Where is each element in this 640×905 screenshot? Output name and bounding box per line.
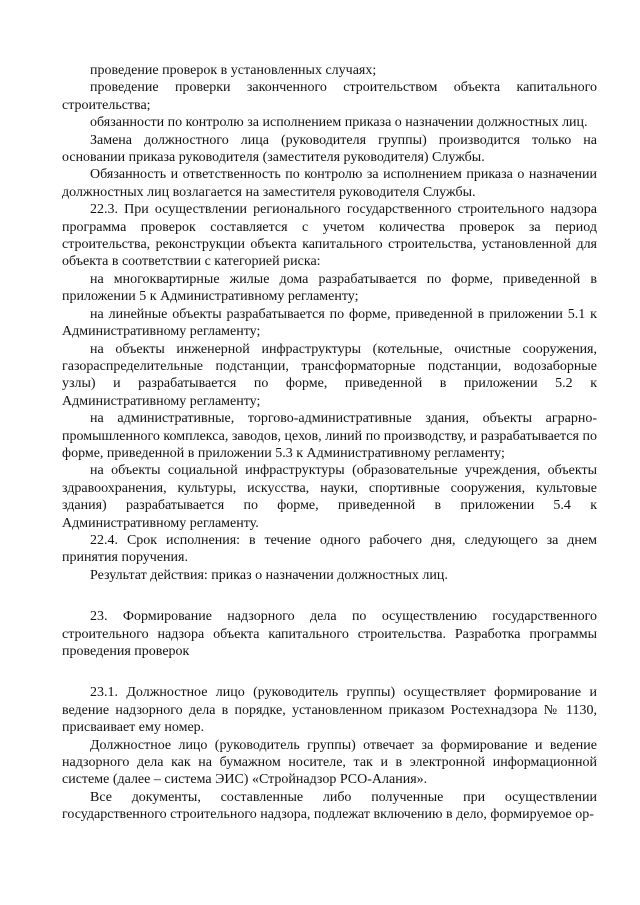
section-23-1: 23.1. Должностное лицо (руководитель группы) осуществляет формирование и ведение надзорного дела в порядке, установленном приказом Ростехнадзора № 1130, присваивает ему номер. (62, 685, 597, 736)
list-item: на административные, торгово-административные здания, объекты аграрно-промышленного комплекса, заводов, цехов, линий по производству, и разрабатывается по форме, приведенной в приложении 5.3 к Административному регламенту; (62, 411, 597, 461)
list-item: на многоквартирные жилые дома разрабатывается по форме, приведенной в приложении 5 к Административному регламенту; (62, 271, 597, 305)
section-22-3: 22.3. При осуществлении регионального государственного строительного надзора программа проверок составляется с учетом количества проверок за период строительства, реконструкции объекта капитального строительства, установленной для объекта в соответствии с категорией риска: (62, 202, 597, 270)
section-heading-23: 23. Формирование надзорного дела по осуществлению государственного строительного надзора объекта капитального строительства. Разработка программы проведения проверок (62, 609, 597, 659)
paragraph: Должностное лицо (руководитель группы) отвечает за формирование и ведение надзорного дела как на бумажном носителе, так и в электронной информационной системе (далее – система ЭИС) «Стройнадзор РСО-Алания». (62, 737, 597, 788)
spacer (62, 660, 597, 684)
paragraph: Все документы, составленные либо полученные при осуществлении государственного строительного надзора, подлежат включению в дело, формируемое ор- (62, 789, 597, 823)
list-item: на объекты инженерной инфраструктуры (котельные, очистные сооружения, газораспределительные подстанции, трансформаторные подстанции, водозаборные узлы) и разрабатывается по форме, приведенной в приложении 5.2 к Административному регламенту; (62, 341, 597, 409)
result-paragraph: Результат действия: приказ о назначении должностных лиц. (90, 567, 448, 583)
list-item: на объекты социальной инфраструктуры (образовательные учреждения, объекты здравоохранения, культуры, искусства, науки, спортивные сооружения, культовые здания) разрабатывается по форме, приведенной в приложении 5.4 к Административному регламенту. (62, 463, 597, 531)
list-item: на линейные объекты разрабатывается по форме, приведенной в приложении 5.1 к Административному регламенту; (62, 306, 597, 340)
section-22-4: 22.4. Срок исполнения: в течение одного рабочего дня, следующего за днем принятия поручения. (62, 532, 597, 566)
paragraph: проведение проверки законченного строительством объекта капитального строительства; (62, 80, 597, 113)
paragraph: Обязанность и ответственность по контролю за исполнением приказа о назначении должностных лиц возлагается на заместителя руководителя Службы. (62, 167, 597, 200)
document-page (62, 62, 597, 824)
paragraph: проведение проверок в установленных случаях; (90, 63, 377, 78)
paragraph: Замена должностного лица (руководителя группы) производится только на основании приказа руководителя (заместителя руководителя) Службы. (62, 132, 597, 166)
spacer (62, 584, 597, 608)
paragraph: обязанности по контролю за исполнением приказа о назначении должностных лиц. (90, 115, 588, 131)
